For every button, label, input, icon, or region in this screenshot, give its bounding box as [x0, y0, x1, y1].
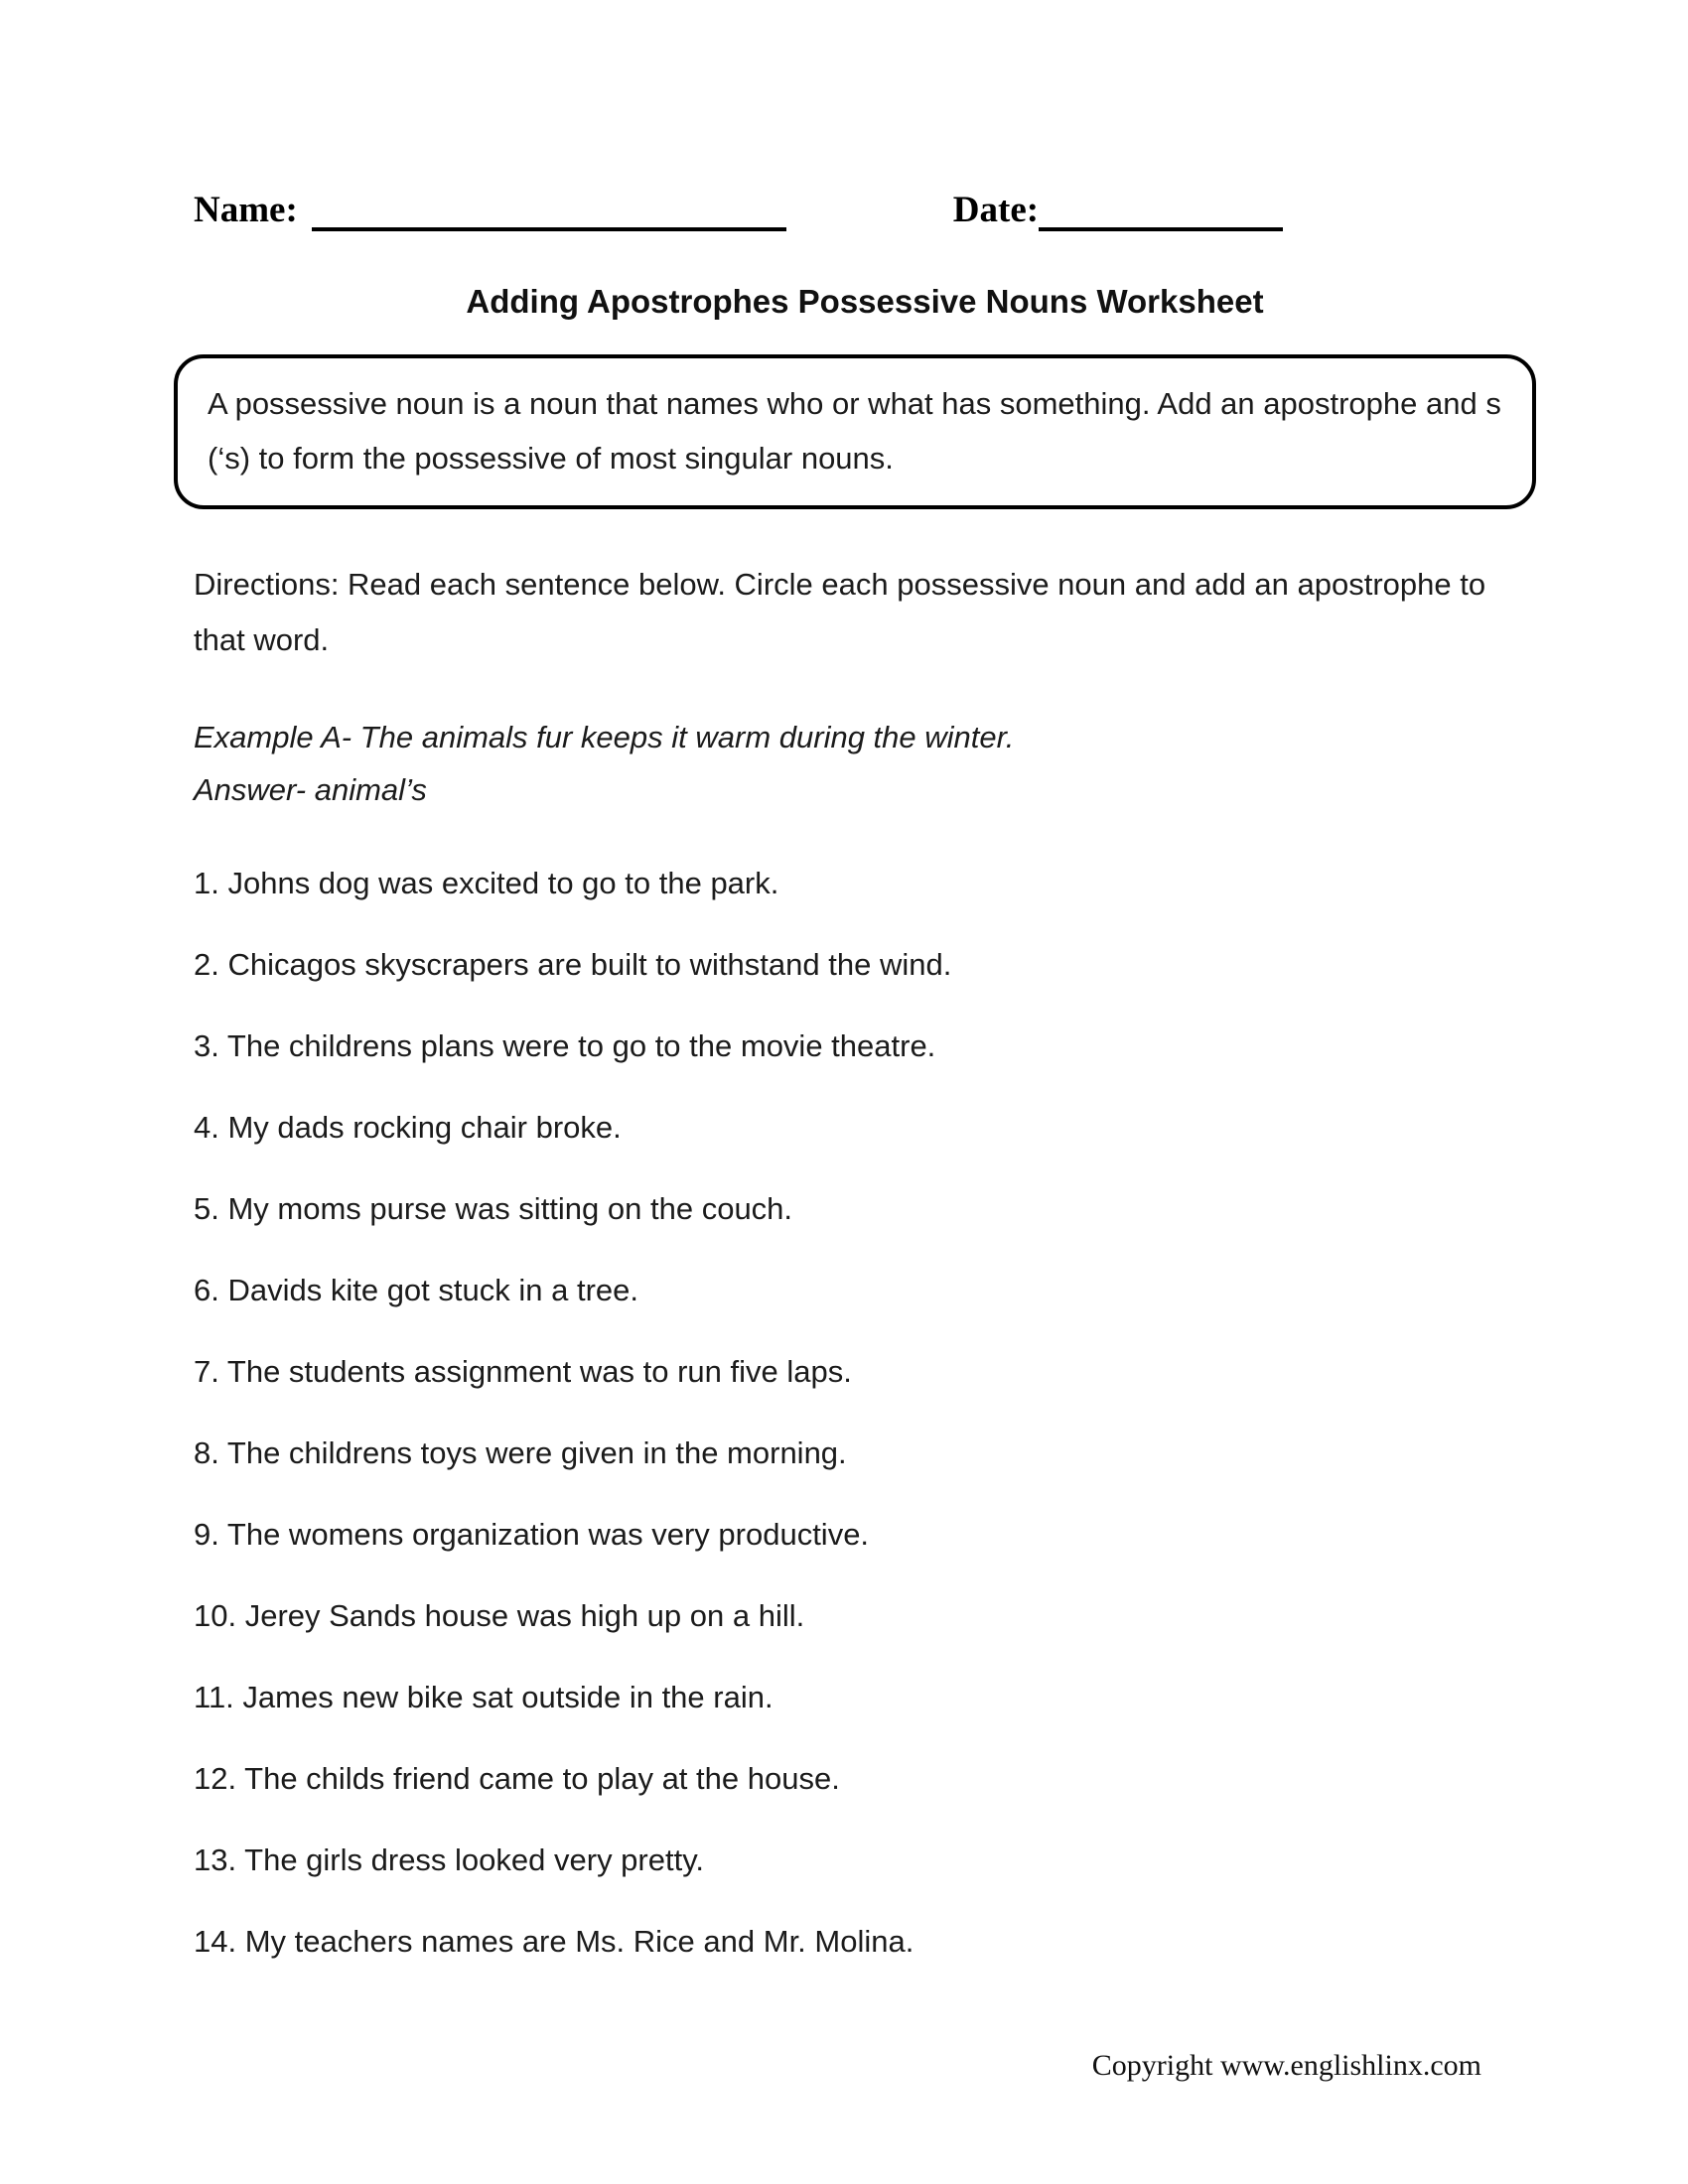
sentence-list [194, 866, 1536, 1960]
sentence-item: 6. Davids kite got stuck in a tree. [194, 1273, 638, 1308]
sentence-item: 2. Chicagos skyscrapers are built to withstand the wind. [194, 947, 952, 983]
page-title: Adding Apostrophes Possessive Nouns Worksheet [466, 283, 1264, 320]
sentence-item: 9. The womens organization was very productive. [194, 1517, 870, 1553]
directions-text: Directions: Read each sentence below. Circle each possessive noun and add an apostrophe to that word. [194, 567, 1486, 657]
name-label: Name: [194, 190, 298, 230]
sentence-item: 1. Johns dog was excited to go to the park. [194, 866, 779, 901]
date-blank-line [1039, 192, 1283, 231]
sentence-item: 10. Jerey Sands house was high up on a hill. [194, 1598, 805, 1634]
worksheet-page [194, 189, 1536, 2007]
name-date-row [194, 189, 1536, 231]
example-line-1: Example A- The animals fur keeps it warm during the winter. [194, 719, 1015, 754]
definition-box [174, 354, 1536, 509]
sentence-item: 5. My moms purse was sitting on the couch. [194, 1191, 793, 1227]
example-block [194, 711, 1536, 817]
sentence-item: 3. The childrens plans were to go to the movie theatre. [194, 1028, 936, 1064]
sentence-item: 4. My dads rocking chair broke. [194, 1110, 622, 1146]
sentence-item: 8. The childrens toys were given in the morning. [194, 1435, 847, 1471]
copyright-text: Copyright www.englishlinx.com [1091, 2049, 1481, 2082]
date-label: Date: [952, 190, 1040, 230]
sentence-item: 13. The girls dress looked very pretty. [194, 1843, 705, 1878]
sentence-item: 12. The childs friend came to play at the house. [194, 1761, 840, 1797]
sentence-item: 7. The students assignment was to run five laps. [194, 1354, 852, 1390]
sentence-item: 14. My teachers names are Ms. Rice and Mr. Molina. [194, 1924, 914, 1960]
example-line-2: Answer- animal’s [194, 772, 427, 807]
definition-text: A possessive noun is a noun that names who or what has something. Add an apostrophe and s (‘s) to form the possessive of most singular nouns. [208, 386, 1501, 477]
name-blank-line [312, 192, 786, 231]
sentence-item: 11. James new bike sat outside in the rain. [194, 1680, 774, 1715]
